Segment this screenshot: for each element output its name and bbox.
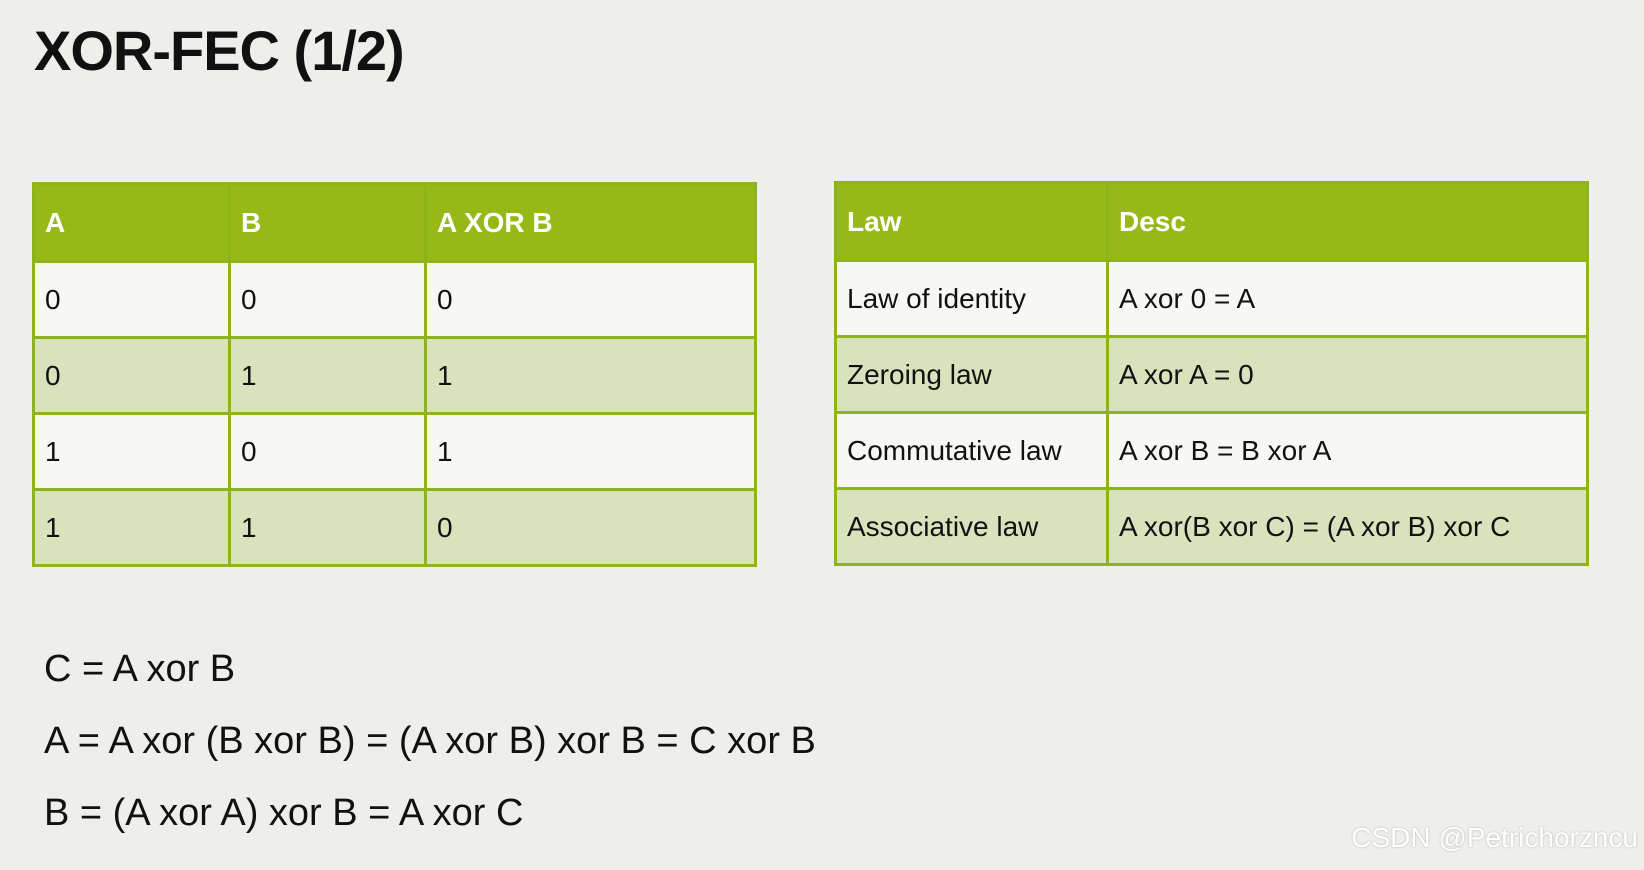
cell-law: Law of identity: [836, 261, 1108, 337]
cell-law: Commutative law: [836, 413, 1108, 489]
xor-truth-table: [32, 182, 757, 567]
cell-law: Associative law: [836, 489, 1108, 565]
table-row: [34, 262, 756, 338]
header-a: A: [34, 184, 230, 262]
table-row: [836, 261, 1588, 337]
table-header-row: [34, 184, 756, 262]
table-row: [836, 489, 1588, 565]
xor-laws-table: [834, 181, 1589, 566]
slide-title: XOR-FEC (1/2): [34, 19, 404, 82]
cell-b: 1: [230, 490, 426, 566]
table-row: [836, 413, 1588, 489]
cell-a: 1: [34, 490, 230, 566]
cell-b: 0: [230, 262, 426, 338]
table-header-row: [836, 183, 1588, 261]
table-row: [34, 338, 756, 414]
cell-result: 0: [426, 490, 756, 566]
equation-c: C = A xor B: [44, 648, 236, 690]
watermark-text: CSDN @Petrichorzncu: [1351, 822, 1638, 853]
header-desc: Desc: [1108, 183, 1588, 261]
cell-b: 0: [230, 414, 426, 490]
cell-a: 0: [34, 338, 230, 414]
cell-a: 0: [34, 262, 230, 338]
equation-a: A = A xor (B xor B) = (A xor B) xor B = C xor B: [44, 720, 816, 762]
cell-desc: A xor B = B xor A: [1108, 413, 1588, 489]
cell-b: 1: [230, 338, 426, 414]
header-law: Law: [836, 183, 1108, 261]
cell-desc: A xor A = 0: [1108, 337, 1588, 413]
cell-result: 1: [426, 338, 756, 414]
cell-desc: A xor 0 = A: [1108, 261, 1588, 337]
cell-a: 1: [34, 414, 230, 490]
header-b: B: [230, 184, 426, 262]
cell-desc: A xor(B xor C) = (A xor B) xor C: [1108, 489, 1588, 565]
header-a-xor-b: A XOR B: [426, 184, 756, 262]
cell-result: 1: [426, 414, 756, 490]
table-row: [34, 414, 756, 490]
table-row: [836, 337, 1588, 413]
table-row: [34, 490, 756, 566]
cell-result: 0: [426, 262, 756, 338]
equation-b: B = (A xor A) xor B = A xor C: [44, 792, 524, 834]
cell-law: Zeroing law: [836, 337, 1108, 413]
